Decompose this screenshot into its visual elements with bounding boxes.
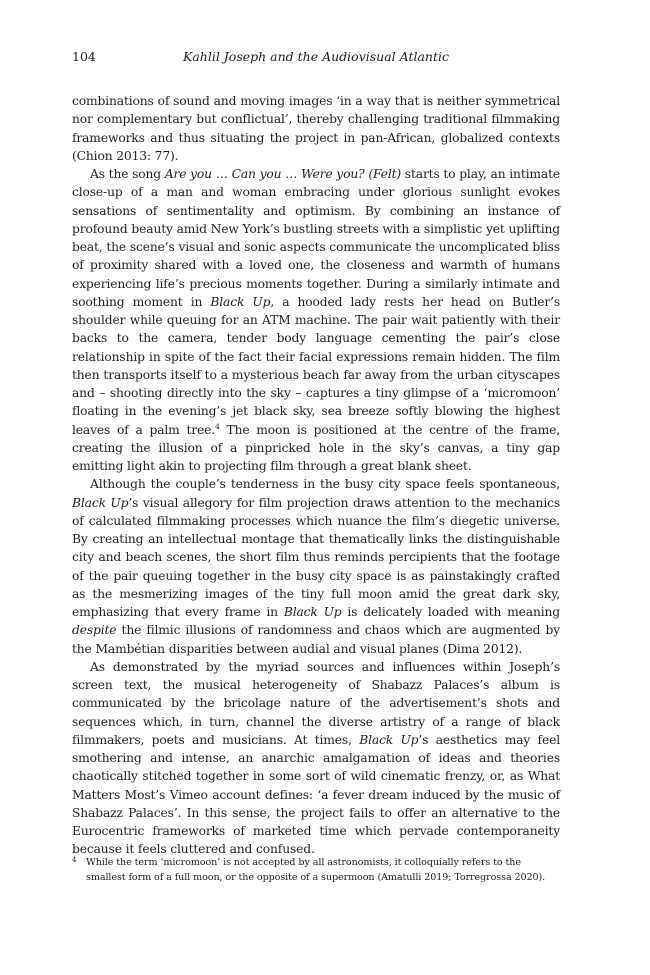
footnote-text: While the term ‘micromoon’ is not accepted by all astronomists, it colloquially refers to the smallest form of a full moon, or the opposite of a supermoon (Amatulli 2019; Torregrossa 2020).	[86, 857, 546, 883]
paragraph	[72, 658, 560, 859]
text-run: Although the couple’s tenderness in the busy city space feels spontaneous,	[90, 477, 560, 492]
text-run: is delicately loaded with meaning	[341, 605, 560, 619]
paragraph	[72, 475, 560, 658]
italic-text: Black Up	[359, 732, 419, 747]
footnote	[72, 855, 560, 885]
text-run: As the song	[90, 167, 165, 181]
running-title: Kahlil Joseph and the Audiovisual Atlantic	[182, 49, 449, 64]
italic-text: Black Up	[72, 495, 129, 510]
text-run: , a hooded lady rests her head on Butler’s shoulder while queuing for an ATM machine. The pair wait patiently with their backs to the camera, tender body language cementing the pair’s close relationship in spite of the fact their facial expressions remain hidden. The film then transports itself to a mysterious beach far away from the urban cityscapes and – shooting directly into the sky – captures a tiny glimpse of a ‘micromoon’ floating in the evening’s jet black sky, sea breeze softly blowing the highest leaves of a palm tree.	[72, 294, 561, 437]
text-run: ’s aesthetics may feel smothering and intense, an anarchic amalgamation of ideas and theories chaotically stitched together in some sort of wild cinematic frenzy, or, as What Matters Most’s Vimeo account defines: ‘a fever dream induced by the music of Shabazz Palaces’. In this sense, the project fails to offer an alternative to the Eurocentric frameworks of marketed time which pervade contemporaneity because it feels cluttered and confused.	[72, 732, 560, 857]
page-number: 104	[72, 49, 96, 64]
paragraph	[72, 165, 560, 475]
text-run: ’s visual allegory for film projection draws attention to the mechanics of calculated filmmaking processes which nuance the film’s diegetic universe. By creating an intellectual montage that thematically links the distinguishable city and beach scenes, the short film thus reminds percipients that the footage of the pair queuing together in the busy city space is as painstakingly crafted as the mesmerizing images of the tiny full moon amid the great dark sky, emphasizing that every frame in	[72, 495, 560, 619]
italic-text: Black Up	[210, 294, 271, 309]
footnote-marker: 4	[72, 856, 77, 864]
text-run: combinations of sound and moving images ‘in a way that is neither symmetrical nor complementary but conflictual’, thereby challenging traditional filmmaking frameworks and thus situating the project in pan-African, globalized contexts (Chion 2013: 77).	[72, 94, 560, 163]
text-run: the filmic illusions of randomness and chaos which are augmented by the Mambétian disparities between audial and visual planes (Dima 2012).	[72, 623, 560, 656]
body-text	[72, 92, 560, 859]
footnote-reference: 4	[215, 421, 220, 431]
text-run: starts to play, an intimate close-up of a man and woman embracing under glorious sunlight evokes sensations of sentimentality and optimism. By combining an instance of profound beauty amid New York’s bustling streets with a simplistic yet uplifting beat, the scene’s visual and sonic aspects communicate the uncomplicated bliss of proximity shared with a loved one, the closeness and warmth of humans experiencing life’s precious moments together. During a similarly intimate and soothing moment in	[72, 167, 561, 309]
italic-text: despite	[72, 623, 117, 638]
italic-text: Black Up	[283, 605, 342, 619]
paragraph	[72, 92, 560, 165]
page-header	[72, 47, 560, 67]
text-run: The moon is positioned at the centre of the frame, creating the illusion of a pinpricked hole in the sky’s canvas, a tiny gap emitting light akin to projecting film through a great blank sheet.	[72, 422, 560, 473]
text-run: As demonstrated by the myriad sources and influences within Joseph’s screen text, the musical heterogeneity of Shabazz Palaces’s album is communicated by the bricolage nature of the advertisement’s shots and sequences which, in turn, channel the diverse artistry of a range of black filmmakers, poets and musicians. At times,	[72, 659, 560, 747]
italic-text: Are you … Can you … Were you? (Felt)	[164, 167, 402, 181]
